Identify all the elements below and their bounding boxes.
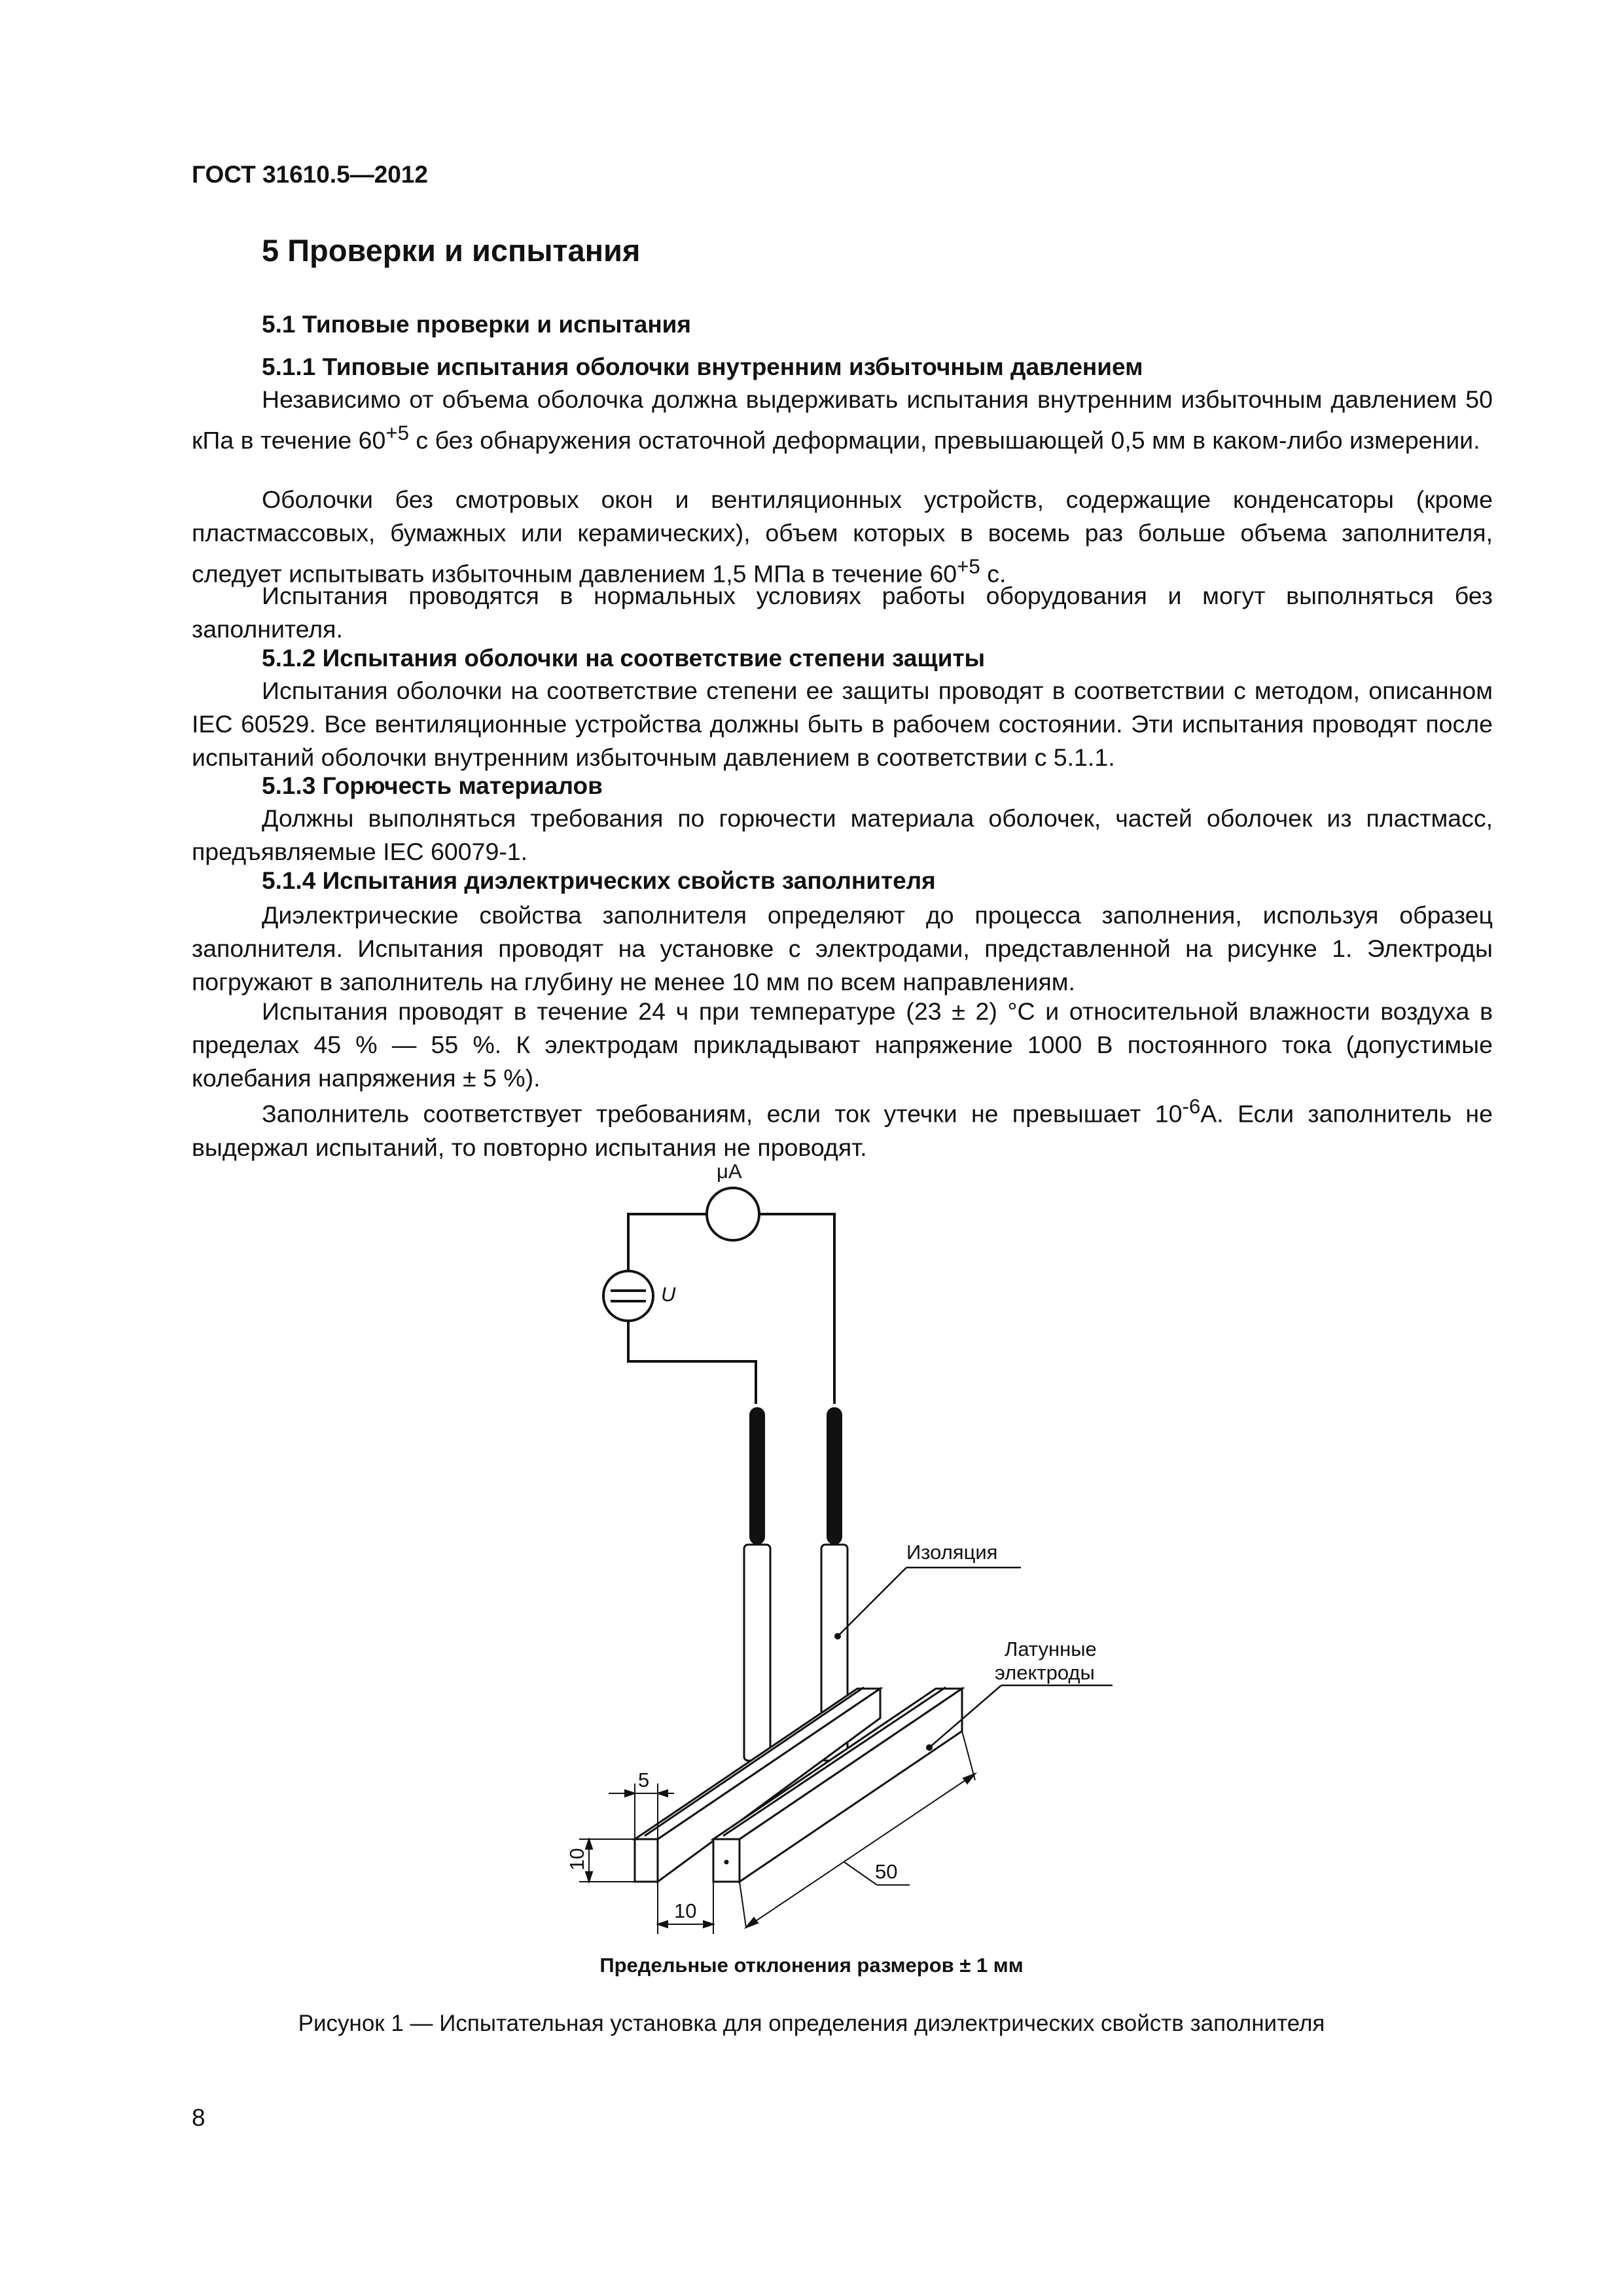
clause-5-1-1-paragraph-1: Независимо от объема оболочка должна выдерживать испытания внутренним избыточным давлением 50 кПа в течение $60^{+5}$ с без обнаружения остаточной деформации, превышающей 0,5 мм в каком-либо измерении. [192, 386, 1493, 454]
section-title: 5 Проверки и испытания [262, 233, 641, 268]
superscript-tolerance: +5 [385, 422, 410, 444]
dc-source-symbol [603, 1271, 676, 1321]
electrodes-label-line-1: Латунные [1005, 1638, 1097, 1660]
document-header: ГОСТ 31610.5—2012 [192, 161, 429, 188]
dimension-label-10-vertical: 10 [565, 1848, 588, 1871]
test-setup-drawing [517, 1145, 1171, 1996]
clause-5-1-1-title: 5.1.1 Типовые испытания оболочки внутренним избыточным давлением [262, 353, 1143, 380]
clause-5-1-1-paragraph-2: Оболочки без смотровых окон и вентиляционных устройств, содержащие конденсаторы (кроме пластмассовых, бумажных или керамических), объем которых в восемь раз больше объема заполнителя, следует испытывать избыточным давлением 1,5 МПа в течение $60^{+5}$ с. [192, 486, 1493, 588]
insulated-probe-left [744, 1407, 770, 1761]
page-number: 8 [192, 2104, 205, 2131]
clause-5-1-4-paragraph-3: Заполнитель соответствует требованиям, если ток утечки не превышает $10^{-6}А$. Если заполнитель не выдержал испытаний, то повторно испытания не проводят. [192, 1095, 1493, 1161]
dimension-label-10-horizontal: 10 [674, 1899, 697, 1922]
clause-5-1-4-paragraph-1: Диэлектрические свойства заполнителя определяют до процесса заполнения, используя образец заполнителя. Испытания проводят на установке с электродами, представленной на рисунке 1. Электроды погружают в заполнитель на глубину не менее 10 мм по всем направлениям. [192, 901, 1493, 996]
clause-5-1-2-paragraph-1: Испытания оболочки на соответствие степени ее защиты проводят в соответствии с методом, описанном IEC 60529. Все вентиляционные устройства должны быть в рабочем состоянии. Эти испытания проводят после испытаний оболочки внутренним избыточным давлением в соответствии с 5.1.1. [192, 677, 1493, 771]
clause-5-1-3-paragraph-1: Должны выполняться требования по горючести материала оболочек, частей оболочек из пластмасс, предъявляемые IEC 60079-1. [192, 804, 1493, 865]
circuit-wires [628, 1214, 834, 1404]
figure-1-test-setup [517, 1145, 1171, 1996]
dimension-height-10 [565, 1839, 635, 1882]
insulation-leader [834, 1541, 1021, 1640]
clause-5-1-4-paragraph-2: Испытания проводят в течение 24 ч при температуре (23 ± 2) °С и относительной влажности воздуха в пределах 45 % — 55 %. К электродам прикладывают напряжение 1000 В постоянного тока (допустимые колебания напряжения ± 5 %). [192, 997, 1493, 1092]
dimension-label-50: 50 [875, 1860, 898, 1883]
insulation-label: Изоляция [906, 1541, 998, 1564]
ammeter-symbol [707, 1160, 759, 1240]
clause-5-1-2-title: 5.1.2 Испытания оболочки на соответствие степени защиты [262, 645, 986, 672]
subsection-title: 5.1 Типовые проверки и испытания [262, 311, 692, 338]
clause-5-1-3-title: 5.1.3 Горючесть материалов [262, 772, 603, 799]
superscript-exponent: -6 [1182, 1095, 1201, 1118]
figure-caption: Рисунок 1 — Испытательная установка для определения диэлектрических свойств заполнителя [298, 2011, 1325, 2036]
dimension-gap-10 [658, 1882, 713, 1934]
dimension-tolerance-note: Предельные отклонения размеров ± 1 мм [599, 1954, 1024, 1977]
clause-5-1-4-title: 5.1.4 Испытания диэлектрических свойств заполнителя [262, 867, 936, 894]
superscript-tolerance: +5 [957, 555, 980, 578]
clause-5-1-1-paragraph-3: Испытания проводятся в нормальных условиях работы оборудования и могут выполняться без заполнителя. [192, 582, 1493, 643]
ammeter-label: μА [717, 1160, 742, 1183]
source-label: U [661, 1283, 676, 1306]
dimension-label-5: 5 [638, 1768, 650, 1791]
electrodes-label-line-2: электроды [995, 1661, 1095, 1684]
